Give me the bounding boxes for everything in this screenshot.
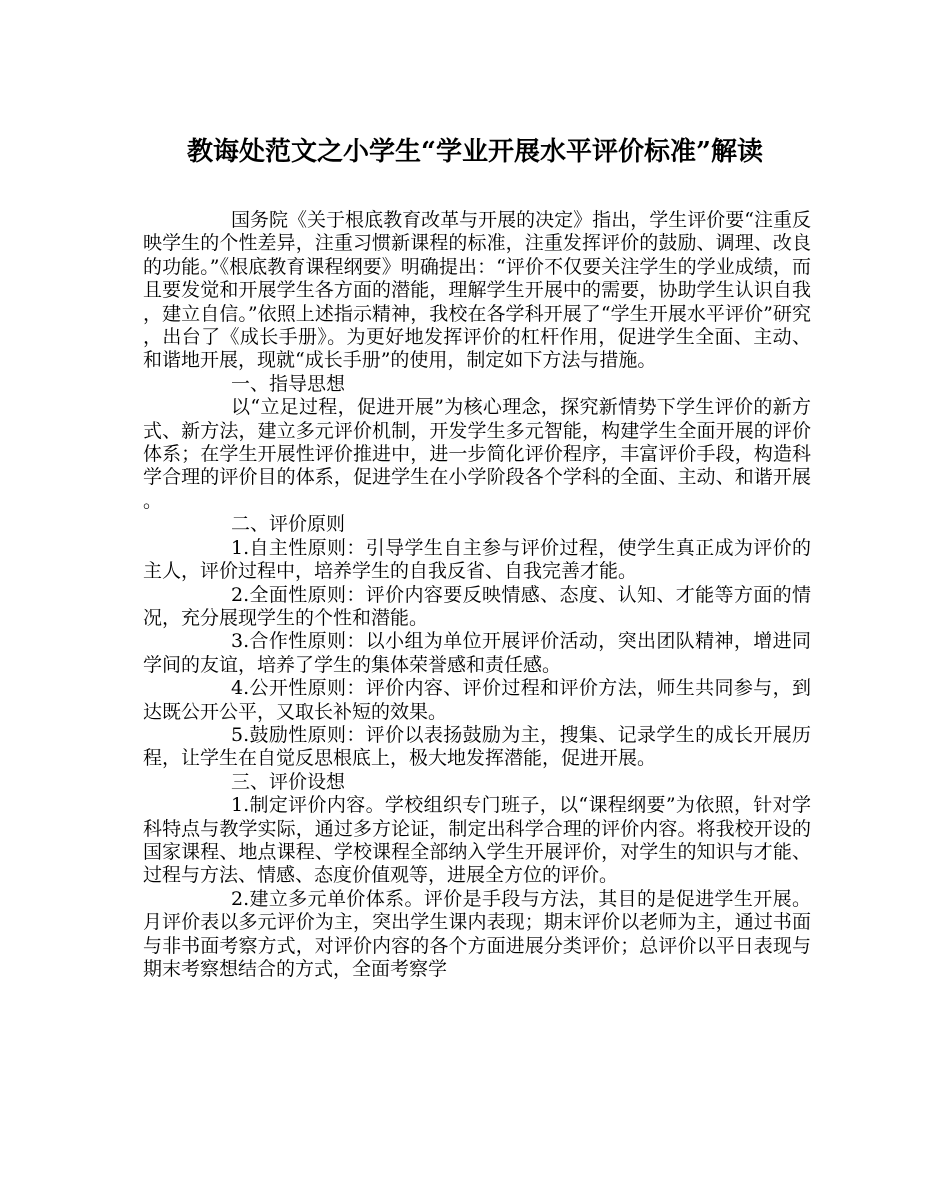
paragraph-principle-comprehensiveness: 2.全面性原则：评价内容要反映情感、态度、认知、才能等方面的情况，充分展现学生的个性和潜能。 <box>143 583 811 629</box>
paragraph-guiding-ideology: 以“立足过程，促进开展”为核心理念，探究新情势下学生评价的新方式、新方法，建立多元评价机制，开发学生多元智能，构建学生全面开展的评价体系；在学生开展性评价推进中，进一步简化评价程序，丰富评价手段，构造科学合理的评价目的体系，促进学生在小学阶段各个学科的全面、主动、和谐开展。 <box>143 396 811 512</box>
paragraph-principle-encouragement: 5.鼓励性原则：评价以表扬鼓励为主，搜集、记录学生的成长开展历程，让学生在自觉反思根底上，极大地发挥潜能，促进开展。 <box>143 723 811 770</box>
document-body <box>143 209 811 981</box>
paragraph-principle-cooperation: 3.合作性原则：以小组为单位开展评价活动，突出团队精神，增进同学间的友谊，培养了学生的集体荣誉感和责任感。 <box>143 630 811 676</box>
paragraph-intro: 国务院《关于根底教育改革与开展的决定》指出，学生评价要“注重反映学生的个性差异，注重习惯新课程的标准，注重发挥评价的鼓励、调理、改良的功能。”《根底教育课程纲要》明确提出：“评价不仅要关注学生的学业成绩，而且要发觉和开展学生各方面的潜能，理解学生开展中的需要，协助学生认识自我，建立自信。”依照上述指示精神，我校在各学科开展了“学生开展水平评价”研究，出台了《成长手册》。为更好地发挥评价的杠杆作用，促进学生全面、主动、和谐地开展，现就“成长手册”的使用，制定如下方法与措施。 <box>143 209 811 372</box>
paragraph-plan-system: 2.建立多元单价体系。评价是手段与方法，其目的是促进学生开展。月评价表以多元评价为主，突出学生课内表现；期末评价以老师为主，通过书面与非书面考察方式，对评价内容的各个方面进展分类评价；总评价以平日表现与期末考察想结合的方式，全面考察学 <box>143 887 811 980</box>
paragraph-principle-autonomy: 1.自主性原则：引导学生自主参与评价过程，使学生真正成为评价的主人，评价过程中，培养学生的自我反省、自我完善才能。 <box>143 536 811 583</box>
paragraph-principle-openness: 4.公开性原则：评价内容、评价过程和评价方法，师生共同参与，到达既公开公平，又取长补短的效果。 <box>143 677 811 723</box>
heading-evaluation-plan: 三、评价设想 <box>231 770 346 793</box>
paragraph-plan-content: 1.制定评价内容。学校组织专门班子，以“课程纲要”为依照，针对学科特点与教学实际，通过多方论证，制定出科学合理的评价内容。将我校开设的国家课程、地点课程、学校课程全部纳入学生开展评价，对学生的知识与才能、过程与方法、情感、态度价值观等，进展全方位的评价。 <box>143 794 811 887</box>
heading-evaluation-principles: 二、评价原则 <box>231 513 346 536</box>
heading-guiding-ideology: 一、指导思想 <box>231 372 346 395</box>
document-title: 教诲处范文之小学生“学业开展水平评价标准”解读 <box>187 137 763 167</box>
